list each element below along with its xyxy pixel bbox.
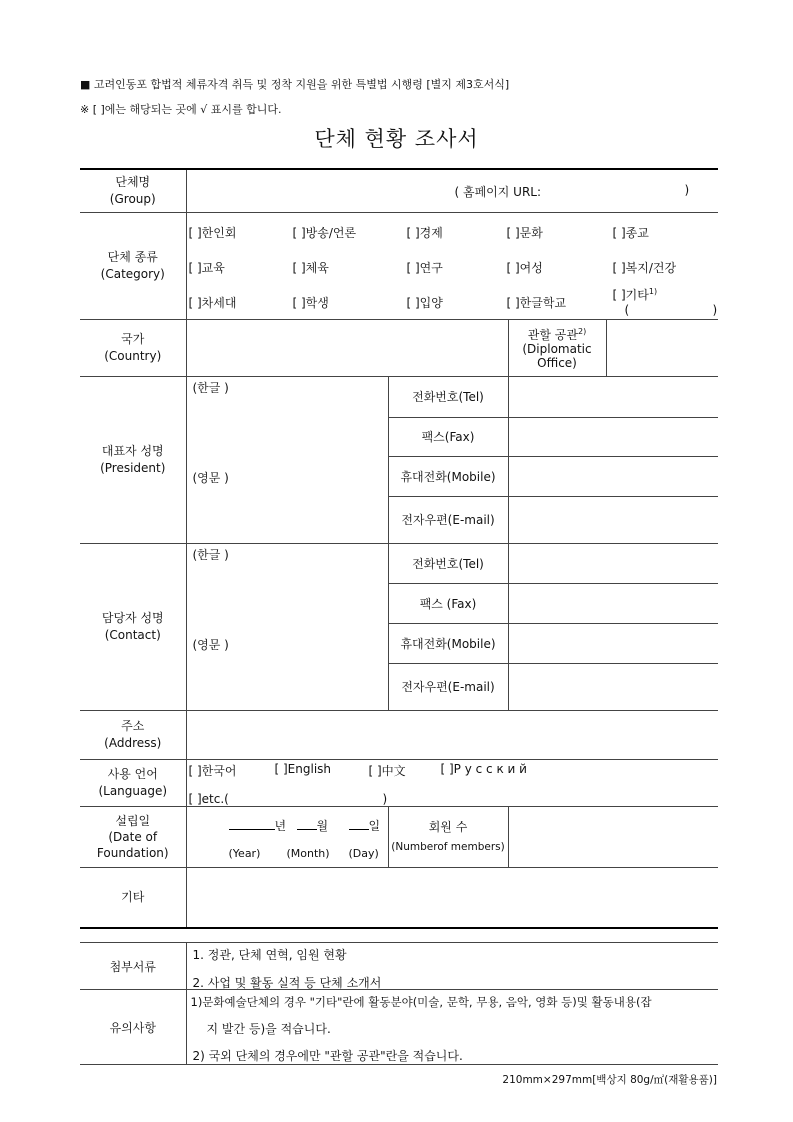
category-option[interactable]: [ ]종교 <box>612 225 649 240</box>
president-name-field[interactable]: (한글 ) (영문 ) <box>186 376 388 543</box>
page-title: 단체 현황 조사서 <box>314 127 479 151</box>
language-option-russian[interactable]: [ ]Р у с с к и й <box>440 761 527 776</box>
paper-spec-footer: 210mm×297mm[백상지 80g/㎡(재활용품)] <box>502 1074 717 1086</box>
contact-email-field[interactable] <box>508 663 718 710</box>
foundation-date-field[interactable]: 년 월 일 (Year) (Month) (Day) <box>186 806 388 867</box>
foundation-label: 설립일 (Date of Foundation) <box>80 806 186 867</box>
language-option-korean[interactable]: [ ]한국어 <box>188 763 237 778</box>
contact-label: 담당자 성명 (Contact) <box>80 543 186 710</box>
category-label: 단체 종류 (Category) <box>80 212 186 319</box>
category-option[interactable]: [ ]교육 <box>188 260 225 275</box>
language-options: [ ]한국어 [ ]English [ ]中文 [ ]Р у с с к и й [ ]etc.( ) <box>186 759 718 806</box>
category-option[interactable]: [ ]차세대 <box>188 295 237 310</box>
category-option[interactable]: [ ]방송/언론 <box>292 225 357 240</box>
category-option[interactable]: [ ]복지/건강 <box>612 260 677 275</box>
notes-label: 유의사항 <box>80 990 186 1065</box>
contact-fax-field[interactable] <box>508 583 718 623</box>
address-field[interactable] <box>186 710 718 759</box>
president-fax-label: 팩스(Fax) <box>388 417 508 456</box>
address-label: 주소 (Address) <box>80 710 186 759</box>
diplomatic-office-label: 관할 공관$^{2)}$ (Diplomatic Office) <box>508 319 606 376</box>
contact-mobile-field[interactable] <box>508 623 718 663</box>
language-label: 사용 언어 (Language) <box>80 759 186 806</box>
country-label: 국가 (Country) <box>80 319 186 376</box>
group-name-field[interactable]: ( 홈페이지 URL: ) <box>186 169 718 212</box>
foundation-year-blank: 년 <box>229 817 287 834</box>
president-label: 대표자 성명 (President) <box>80 376 186 543</box>
category-options: [ ]한인회 [ ]방송/언론 [ ]경제 [ ]문화 [ ]종교 [ ]교육 [ ]체육 [ ]연구 [ ]여성 [ ]복지/건강 [ ]차세대 [ ]학생 [ ]입양 [ ]한글학교 [ ]기타$^{1)}$ ( ) <box>186 212 718 319</box>
category-option[interactable]: [ ]학생 <box>292 295 329 310</box>
category-option[interactable]: [ ]한인회 <box>188 225 237 240</box>
members-field[interactable] <box>508 806 718 867</box>
category-option[interactable]: [ ]문화 <box>506 225 543 240</box>
notes-list: 1)문화예술단체의 경우 "기타"란에 활동분야(미술, 문학, 무용, 음악, 영화 등)및 활동내용(잡 지 발간 등)을 적습니다. 2) 국외 단체의 경우에만 "관할 공관"란을 적습니다. <box>186 990 718 1065</box>
president-mobile-field[interactable] <box>508 456 718 496</box>
other-label: 기타 <box>80 867 186 928</box>
foundation-month-blank: 월 <box>297 817 329 834</box>
president-mobile-label: 휴대전화(Mobile) <box>388 456 508 496</box>
attachments-list: 1. 정관, 단체 연혁, 임원 현황 2. 사업 및 활동 실적 등 단체 소개서 <box>186 943 718 990</box>
contact-fax-label: 팩스 (Fax) <box>388 583 508 623</box>
attachments-label: 첨부서류 <box>80 943 186 990</box>
homepage-url-label: ( 홈페이지 URL: <box>454 185 542 199</box>
contact-email-label: 전자우편(E-mail) <box>388 663 508 710</box>
president-tel-field[interactable] <box>508 376 718 417</box>
check-instruction: ※ [ ]에는 해당되는 곳에 √ 표시를 합니다. <box>80 103 282 116</box>
president-tel-label: 전화번호(Tel) <box>388 376 508 417</box>
language-option-chinese[interactable]: [ ]中文 <box>368 763 406 778</box>
president-fax-field[interactable] <box>508 417 718 456</box>
category-option[interactable]: [ ]경제 <box>406 225 443 240</box>
category-option[interactable]: [ ]여성 <box>506 260 543 275</box>
category-option[interactable]: [ ]입양 <box>406 295 443 310</box>
members-label: 회원 수 (Numberof members) <box>388 806 508 867</box>
country-field[interactable] <box>186 319 508 376</box>
group-label: 단체명 (Group) <box>80 169 186 212</box>
category-option[interactable]: [ ]연구 <box>406 260 443 275</box>
contact-mobile-label: 휴대전화(Mobile) <box>388 623 508 663</box>
survey-form-table <box>80 168 718 929</box>
category-option-other[interactable]: [ ]기타$^{1)}$ <box>612 286 658 302</box>
contact-tel-field[interactable] <box>508 543 718 583</box>
president-email-label: 전자우편(E-mail) <box>388 496 508 543</box>
president-email-field[interactable] <box>508 496 718 543</box>
language-option-english[interactable]: [ ]English <box>274 761 332 776</box>
foundation-day-blank: 일 <box>349 817 381 834</box>
other-field[interactable] <box>186 867 718 928</box>
contact-name-field[interactable]: (한글 ) (영문 ) <box>186 543 388 710</box>
law-reference: ■ 고려인동포 합법적 체류자격 취득 및 정착 지원을 위한 특별법 시행령 [별지 제3호서식] <box>80 78 510 91</box>
notes-table <box>80 942 718 1065</box>
language-option-etc[interactable]: [ ]etc.( <box>188 791 229 806</box>
contact-tel-label: 전화번호(Tel) <box>388 543 508 583</box>
diplomatic-office-field[interactable] <box>606 319 718 376</box>
category-option[interactable]: [ ]체육 <box>292 260 329 275</box>
category-option[interactable]: [ ]한글학교 <box>506 295 567 310</box>
